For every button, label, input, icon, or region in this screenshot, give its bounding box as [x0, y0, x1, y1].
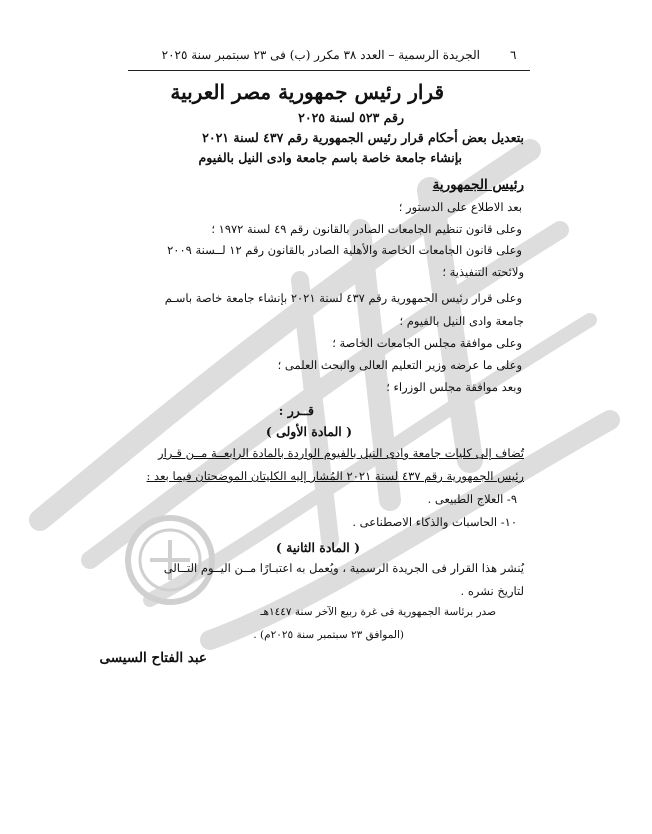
page-number: ٦	[510, 48, 517, 62]
article-1-item: ١٠- الحاسبات والذكاء الاصطناعى .	[352, 515, 517, 529]
issued-at: صدر برئاسة الجمهورية فى غرة ربيع الآخر سنة ١٤٤٧هـ	[260, 606, 496, 618]
preamble-line: وعلى قرار رئيس الجمهورية رقم ٤٣٧ لسنة ٢٠٢١ بإنشاء جامعة خاصة باسـم	[164, 291, 522, 305]
article-1-item: ٩- العلاج الطبيعى .	[427, 492, 517, 506]
issued-date-gregorian: (الموافق ٢٣ سبتمبر سنة ٢٠٢٥م) .	[253, 629, 404, 641]
article-1-line-2: رئيس الجمهورية رقم ٤٣٧ لسنة ٢٠٢١ المُشار إليه الكليتان الموضحتان فيما بعد :	[146, 469, 524, 483]
preamble-line: وعلى قانون تنظيم الجامعات الصادر بالقانون رقم ٤٩ لسنة ١٩٧٢ ؛	[211, 222, 522, 236]
decree-number: رقم ٥٢٣ لسنة ٢٠٢٥	[298, 110, 404, 125]
preamble-line: وعلى ما عرضه وزير التعليم العالى والبحث العلمى ؛	[277, 358, 522, 372]
article-2-line-2: لتاريخ نشره .	[460, 584, 524, 598]
article-1-heading: ( المادة الأولى )	[265, 424, 352, 439]
decree-title: قرار رئيس جمهورية مصر العربية	[170, 80, 444, 104]
header-divider	[128, 70, 530, 71]
preamble-line: ولائحته التنفيذية ؛	[442, 265, 524, 279]
article-2-heading: ( المادة الثانية )	[275, 540, 360, 555]
article-2-line-1: يُنشر هذا القرار فى الجريدة الرسمية ، ويُعمل به اعتبـارًا مــن اليــوم التــالى	[163, 561, 524, 575]
signature: عبد الفتاح السيسى	[99, 650, 207, 666]
decree-subject-1: بتعديل بعض أحكام قرار رئيس الجمهورية رقم ٤٣٧ لسنة ٢٠٢١	[202, 130, 524, 145]
preamble-line: جامعة وادى النيل بالفيوم ؛	[399, 314, 524, 328]
article-1-line-1: تُضاف إلى كليات جامعة وادى النيل بالفيوم الواردة بالمادة الرابعــة مــن قـرار	[158, 446, 524, 460]
preamble-line: وعلى موافقة مجلس الجامعات الخاصة ؛	[332, 336, 522, 350]
gazette-header: الجريدة الرسمية – العدد ٣٨ مكرر (ب) فى ٢٣ سبتمبر سنة ٢٠٢٥	[161, 48, 480, 62]
decided-label: قــرر :	[278, 403, 314, 418]
preamble-line: وبعد موافقة مجلس الوزراء ؛	[386, 380, 522, 394]
decree-subject-2: بإنشاء جامعة خاصة باسم جامعة وادى النيل بالفيوم	[198, 150, 462, 165]
issuer-heading: رئيس الجمهورية	[432, 177, 524, 193]
preamble-line: بعد الاطلاع على الدستور ؛	[398, 200, 522, 214]
preamble-line: وعلى قانون الجامعات الخاصة والأهلية الصادر بالقانون رقم ١٢ لــسنة ٢٠٠٩	[167, 243, 522, 257]
